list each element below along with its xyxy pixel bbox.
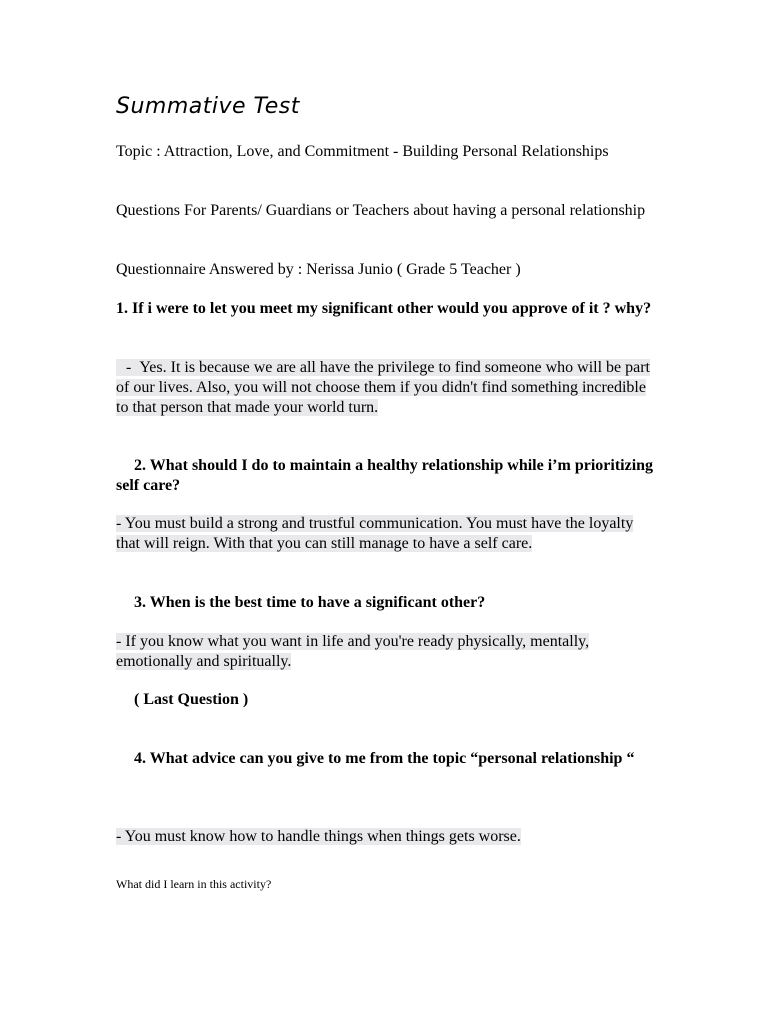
page-title: Summative Test bbox=[116, 94, 300, 119]
answer-1-bullet: - bbox=[126, 359, 132, 376]
answer-1-text: Yes. It is because we are all have the privilege to find someone who will be part of our lives. Also, you will not choose them if you didn't find something incredible to that person that made your world turn. bbox=[116, 359, 650, 416]
question-3 bbox=[116, 593, 656, 613]
answered-by-text: Questionnaire Answered by : Nerissa Junio ( Grade 5 Teacher ) bbox=[116, 261, 521, 278]
last-question-label: ( Last Question ) bbox=[134, 691, 249, 708]
question-4-number: 4. bbox=[134, 750, 146, 767]
question-2-number: 2. bbox=[134, 457, 146, 474]
answer-2 bbox=[116, 514, 656, 554]
question-2-text: What should I do to maintain a healthy relationship while i’m prioritizing self care? bbox=[116, 457, 654, 494]
topic-text: Topic : Attraction, Love, and Commitment - Building Personal Relationships bbox=[116, 143, 609, 160]
question-1: 1. If i were to let you meet my significant other would you approve of it ? why? bbox=[116, 300, 652, 317]
answer-1 bbox=[116, 358, 656, 418]
question-4 bbox=[116, 749, 656, 769]
questions-for-text: Questions For Parents/ Guardians or Teachers about having a personal relationship bbox=[116, 202, 646, 219]
question-3-text: When is the best time to have a significant other? bbox=[149, 594, 486, 611]
footer-question: What did I learn in this activity? bbox=[116, 877, 272, 891]
answer-2-text: - You must build a strong and trustful communication. You must have the loyalty that will reign. With that you can still manage to have a self care. bbox=[116, 515, 634, 552]
answer-4-text: - You must know how to handle things when things gets worse. bbox=[116, 828, 521, 845]
answer-3-text: - If you know what you want in life and you're ready physically, mentally, emotionally and spiritually. bbox=[116, 633, 590, 670]
question-2 bbox=[116, 456, 656, 496]
question-3-number: 3. bbox=[134, 594, 146, 611]
question-4-text: What advice can you give to me from the topic “personal relationship “ bbox=[149, 750, 635, 767]
answer-3 bbox=[116, 632, 656, 672]
answer-4 bbox=[116, 827, 656, 847]
